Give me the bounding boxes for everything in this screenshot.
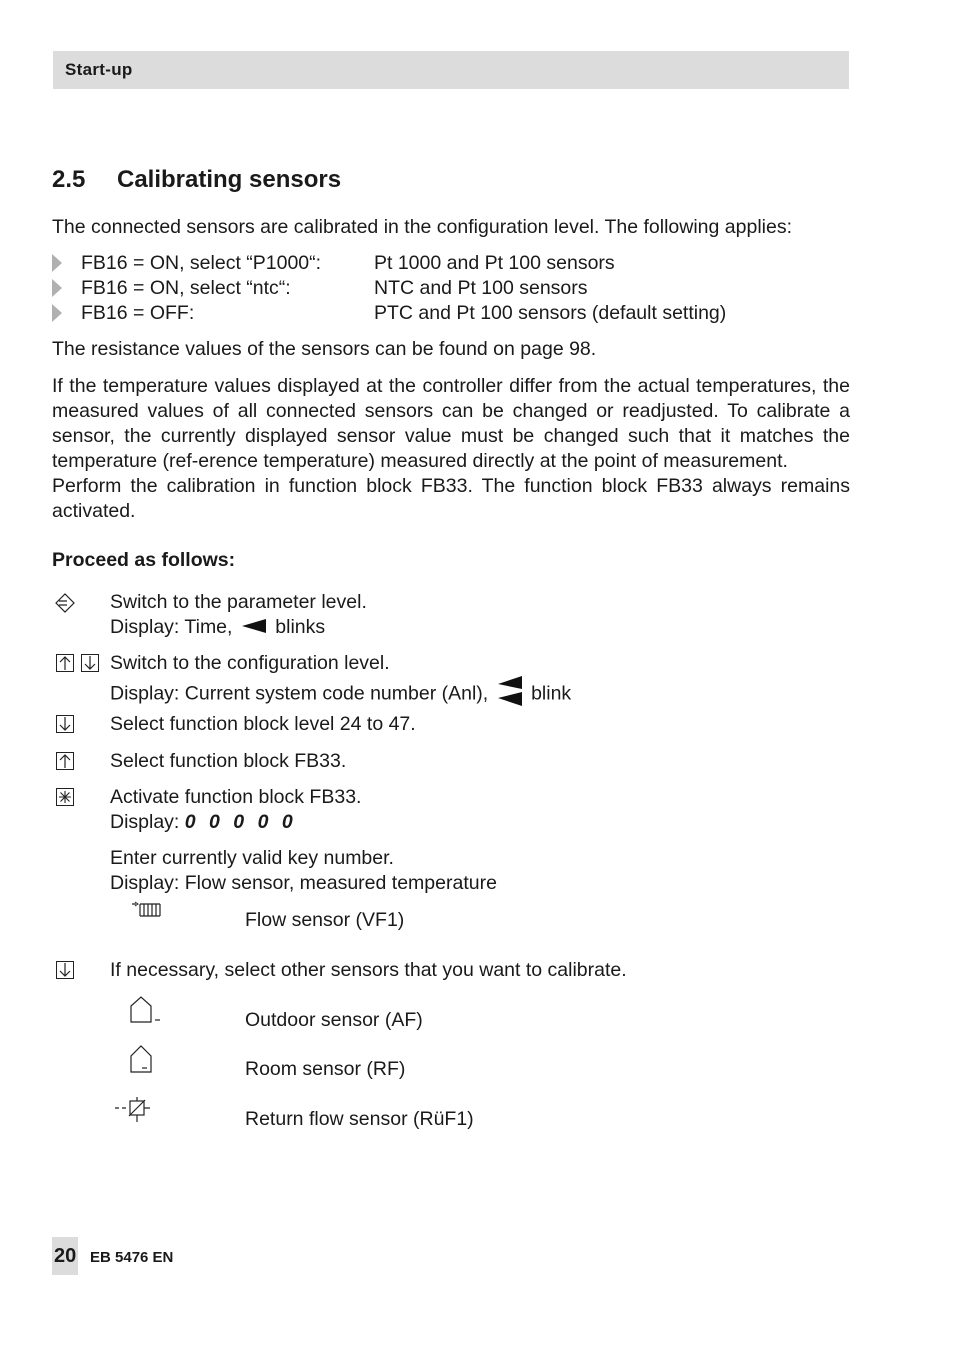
bullet-right-3: PTC and Pt 100 sensors (default setting) — [374, 302, 727, 324]
step-2-line-1: Switch to the configuration level. — [110, 652, 390, 674]
header-bar — [53, 51, 849, 89]
step-1-line-2 — [110, 615, 325, 640]
radiator-flow-icon — [132, 900, 162, 925]
step-2-blink: blink — [531, 682, 572, 705]
step-1-display-label: Display: Time, — [110, 616, 233, 638]
step-1-blinks: blinks — [275, 616, 326, 638]
bullet-left-1: FB16 = ON, select “P1000“: — [81, 252, 322, 274]
step-2-line-2 — [110, 676, 571, 713]
room-sensor-label: Room sensor (RF) — [245, 1058, 406, 1080]
house-outdoor-icon — [128, 996, 164, 1031]
return-sensor-label: Return flow sensor (RüF1) — [245, 1108, 474, 1130]
outdoor-sensor-label: Outdoor sensor (AF) — [245, 1009, 423, 1031]
arrow-up-key-icon — [56, 752, 74, 770]
step-5-display-label: Display: — [110, 811, 180, 833]
house-room-icon — [128, 1044, 158, 1079]
step-7-text: If necessary, select other sensors that you want to calibrate. — [110, 959, 627, 981]
bullet-right-1: Pt 1000 and Pt 100 sensors — [374, 252, 615, 274]
step-6-line-2: Display: Flow sensor, measured temperature — [110, 872, 497, 894]
step-6-line-1: Enter currently valid key number. — [110, 847, 394, 869]
section-number: 2.5 — [52, 166, 86, 193]
step-2-display-label: Display: Current system code number (Anl), — [110, 682, 489, 705]
rotary-knob-icon — [54, 592, 76, 619]
time-marker-icon — [242, 615, 266, 640]
bullet-right-2: NTC and Pt 100 sensors — [374, 277, 588, 299]
document-code: EB 5476 EN — [90, 1249, 174, 1266]
header-label: Start-up — [65, 60, 133, 79]
proceed-heading: Proceed as follows: — [52, 549, 236, 571]
triangle-bullet-icon — [52, 254, 62, 272]
bullet-left-3: FB16 = OFF: — [81, 302, 195, 324]
return-flow-icon — [114, 1096, 154, 1129]
flow-sensor-label: Flow sensor (VF1) — [245, 909, 405, 931]
triangle-bullet-icon — [52, 304, 62, 322]
arrow-down-key-icon — [56, 961, 74, 979]
step-5-line-2 — [110, 810, 297, 835]
display-digits: 0 0 0 0 0 — [184, 811, 297, 833]
step-3-text: Select function block level 24 to 47. — [110, 713, 416, 735]
step-4-text: Select function block FB33. — [110, 750, 347, 772]
intro-text: The connected sensors are calibrated in the configuration level. The following applies: — [52, 216, 793, 238]
resistance-note: The resistance values of the sensors can be found on page 98. — [52, 338, 597, 360]
enter-key-icon — [56, 788, 74, 806]
arrow-down-key-icon — [56, 715, 74, 733]
triangle-bullet-icon — [52, 279, 62, 297]
section-title-text: Calibrating sensors — [117, 166, 342, 193]
arrow-down-key-icon — [81, 654, 99, 672]
step-5-line-1: Activate function block FB33. — [110, 786, 362, 808]
section-title — [52, 166, 341, 194]
paragraph-calibration: If the temperature values displayed at the controller differ from the actual temperatures, the measured values of all connected sensors can be changed or readjusted. To calibrate a sensor, the currently displayed sensor value must be changed such that it matches the temperature (ref-erence temperature) measured directly at the point of measurement. — [52, 375, 850, 472]
paragraph-fb33: Perform the calibration in function block FB33. The function block FB33 always remains activated. — [52, 475, 850, 522]
page-number: 20 — [54, 1245, 77, 1267]
bullet-left-2: FB16 = ON, select “ntc“: — [81, 277, 291, 299]
step-1-line-1: Switch to the parameter level. — [110, 591, 367, 613]
double-marker-icon — [498, 676, 522, 713]
arrow-up-key-icon — [56, 654, 74, 672]
